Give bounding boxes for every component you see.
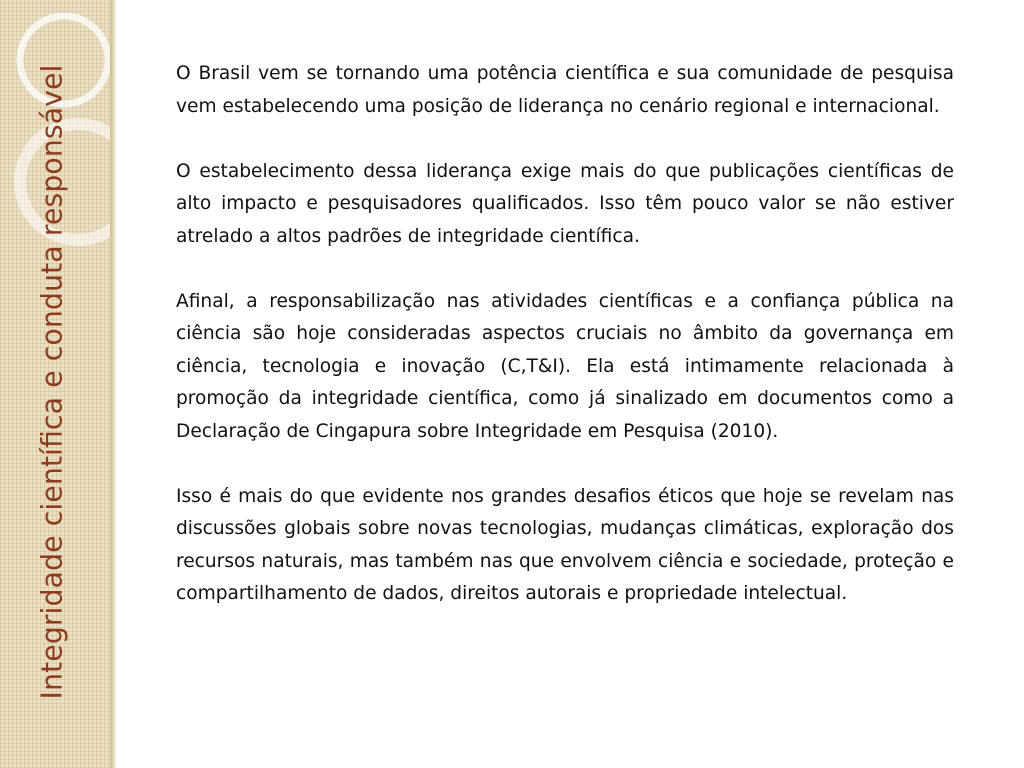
- slide-title: Integridade científica e conduta responsável: [35, 64, 69, 700]
- sidebar-panel: [0, 0, 110, 768]
- paragraph-1: O Brasil vem se tornando uma potência científica e sua comunidade de pesquisa vem estabelecendo uma posição de liderança no cenário regional e internacional.: [176, 63, 954, 117]
- slide-body: [176, 58, 954, 643]
- paragraph-4: Isso é mais do que evidente nos grandes desafios éticos que hoje se revelam nas discussões globais sobre novas tecnologias, mudanças climáticas, exploração dos recursos naturais, mas também nas que envolvem ciência e sociedade, proteção e compartilhamento de dados, direitos autorais e propriedade intelectual.: [176, 485, 954, 604]
- paragraph-3: Afinal, a responsabilização nas atividades científicas e a confiança pública na ciência são hoje consideradas aspectos cruciais no âmbito da governança em ciência, tecnologia e inovação (C,T&I). Ela está intimamente relacionada à promoção da integridade científica, como já sinalizado em documentos como a Declaração de Cingapura sobre Integridade em Pesquisa (2010).: [176, 290, 954, 442]
- paragraph-2: O estabelecimento dessa liderança exige mais do que publicações científicas de alto impacto e pesquisadores qualificados. Isso têm pouco valor se não estiver atrelado a altos padrões de integridade científica.: [176, 160, 954, 247]
- sidebar-edge: [110, 0, 116, 768]
